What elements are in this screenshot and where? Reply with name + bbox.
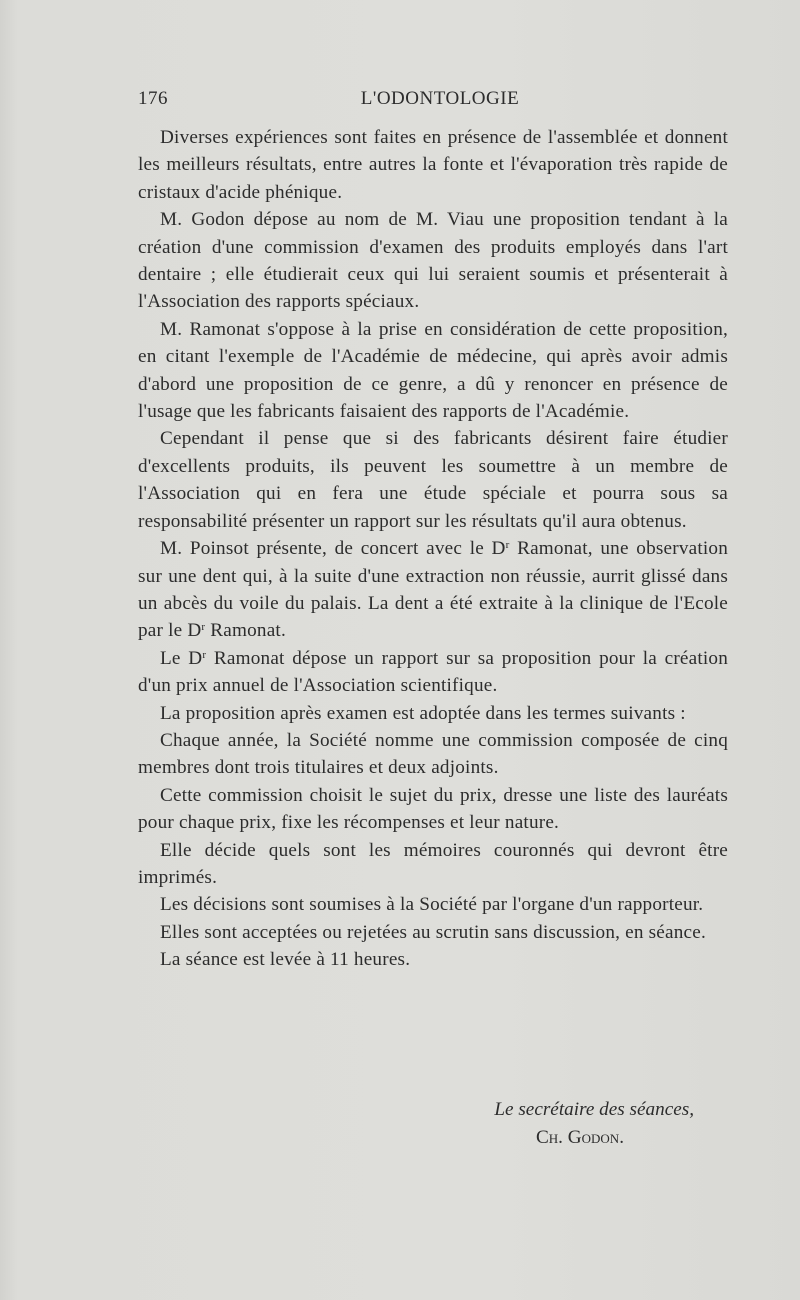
paragraph: Elles sont acceptées ou rejetées au scrutin sans discussion, en séance.	[160, 921, 706, 943]
paragraph-text: M. Poinsot présente, de concert avec le D	[160, 538, 506, 560]
paragraph: La séance est levée à 11 heures.	[160, 949, 411, 971]
superscript: r	[201, 621, 206, 634]
paragraph: M. Ramonat s'oppose à la prise en considération de cette proposition, en citant l'exemple de l'Académie de médecine, qui après avoir admis d'abord une proposition de ce genre, a dû y renoncer en présence de l'usage que les fabricants faisaient des rapports de l'Académie.	[138, 318, 728, 423]
paragraph: Diverses expériences sont faites en présence de l'assemblée et donnent les meilleurs résultats, entre autres la fonte et l'évaporation très rapide de cristaux d'acide phénique.	[138, 127, 728, 203]
paragraph-text: Ramonat.	[205, 620, 286, 642]
paragraph: La proposition après examen est adoptée dans les termes suivants :	[160, 702, 686, 724]
paragraph: M. Godon dépose au nom de M. Viau une proposition tendant à la création d'une commission d'examen des produits employés dans l'art dentaire ; elle étudierait ceux qui lui seraient soumis et présenterait à l'Association des rapports spéciaux.	[138, 209, 728, 313]
superscript: r	[202, 648, 207, 661]
paragraph: Cette commission choisit le sujet du prix, dresse une liste des lauréats pour chaque prix, fixe les récompenses et leur nature.	[138, 784, 728, 834]
page-number: 176	[138, 88, 168, 109]
signature-title: Le secrétaire des séances,	[494, 1099, 694, 1120]
paragraph: Chaque année, la Société nomme une commission composée de cinq membres dont trois titulaires et deux adjoints.	[138, 729, 728, 779]
body-text	[138, 124, 728, 974]
paragraph-text: Le D	[160, 647, 203, 669]
paragraph	[138, 645, 728, 700]
paragraph: Elle décide quels sont les mémoires couronnés qui devront être imprimés.	[138, 839, 728, 888]
superscript: r	[505, 539, 510, 552]
paragraph: Cependant il pense que si des fabricants désirent faire étudier d'excellents produits, ils peuvent les soumettre à un membre de l'Association qui en fera une étude spéciale et pourra sous sa responsabilité présenter un rapport sur les résultats qu'il aura obtenus.	[138, 428, 728, 532]
paragraph-text: Ramonat dépose un rapport sur sa proposition pour la création d'un prix annuel de l'Association scientifique.	[138, 647, 728, 697]
running-title: L'ODONTOLOGIE	[360, 88, 520, 109]
paragraph-text: Ramonat, une observation sur une dent qui, à la suite d'une extraction non réussie, aurrit glissé dans un abcès du voile du palais. La dent a été extraite à la clinique de l'Ecole par le D	[138, 538, 728, 642]
signature-block	[138, 1096, 694, 1152]
page-header	[138, 88, 728, 112]
paragraph	[138, 535, 728, 645]
paragraph: Les décisions sont soumises à la Société par l'organe d'un rapporteur.	[160, 894, 704, 916]
signature-name: Ch. Godon.	[536, 1127, 624, 1148]
